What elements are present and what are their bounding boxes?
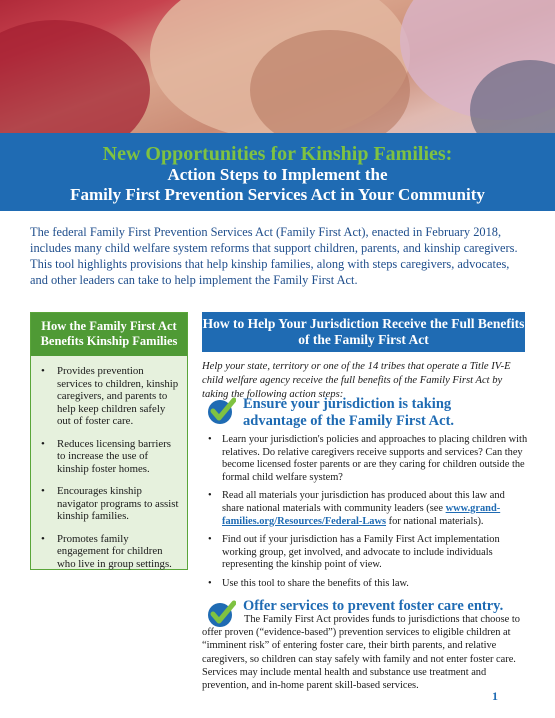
checkmark-circle-icon <box>206 397 236 425</box>
list-item: • Learn your jurisdiction's policies and approaches to placing children with relatives. Do relative caregivers receive supports and services? Can they become licensed foster parents or are they caring for children outside the formal child welfare system? <box>208 434 528 484</box>
section-heading: How to Help Your Jurisdiction Receive the Full Benefits of the Family First Act <box>202 312 525 352</box>
title-banner <box>0 133 555 211</box>
list-item: • Reduces licensing barriers to increase the use of kinship foster homes. <box>39 438 181 476</box>
bullet-text: Read all materials your jurisdiction has produced about this law and share national materials with community leaders (see <box>222 490 505 514</box>
sidebar-title: How the Family First Act Benefits Kinship Families <box>31 313 187 356</box>
page-subtitle-line1: Action Steps to Implement the <box>167 165 388 184</box>
step2-title: Offer services to prevent foster care entry. <box>243 598 504 614</box>
benefits-list <box>31 356 187 570</box>
step1-title: Ensure your jurisdiction is taking advantage of the Family First Act. <box>243 396 455 429</box>
list-item: • Promotes family engagement for children who live in group settings. <box>39 533 181 571</box>
list-item: • Provides prevention services to children, kinship caregivers, and parents to help keep children safely out of foster care. <box>39 365 181 428</box>
list-item: • Encourages kinship navigator programs to assist kinship families. <box>39 485 181 523</box>
list-item: • Use this tool to share the benefits of this law. <box>208 578 528 591</box>
grandfamilies-link[interactable]: www.grand-families.org/Resources/Federal-Laws <box>222 502 501 527</box>
list-item: • Find out if your jurisdiction has a Family First Act implementation working group, get involved, and advocate to include individuals representing the kinship point of view. <box>208 534 528 572</box>
page-title: New Opportunities for Kinship Families: <box>102 143 453 165</box>
section-lede: Help your state, territory or one of the 14 tribes that operate a Title IV-E child welfare agency receive the full benefits of the Family First Act by taking the following action steps: <box>202 361 511 400</box>
step1-bullets <box>208 434 528 597</box>
page-subtitle-line2: Family First Prevention Services Act in Your Community <box>70 185 485 204</box>
intro-paragraph: The federal Family First Prevention Services Act (Family First Act), enacted in February 2018, includes many child welfare system reforms that support children, parents, and kinship caregivers. This tool highlights provisions that help kinship families, along with steps caregivers, advocates, and other leaders can take to help implement the Family First Act. <box>30 225 518 287</box>
hero-photo <box>0 0 555 133</box>
step2-body: The Family First Act provides funds to jurisdictions that choose to offer proven (“evidence-based”) prevention services to eligible children at “imminent risk” of entering foster care, their birth parents, and relative caregivers, so children can stay safely with family and not enter foster care. Services may include mental health and substance use treatment and prevention, and in-home parent skill-based services. <box>202 614 520 692</box>
bullet-text-suffix: for national materials). <box>386 515 484 527</box>
benefits-sidebar <box>30 312 188 570</box>
page-number: 1 <box>492 689 498 703</box>
list-item <box>208 490 528 528</box>
